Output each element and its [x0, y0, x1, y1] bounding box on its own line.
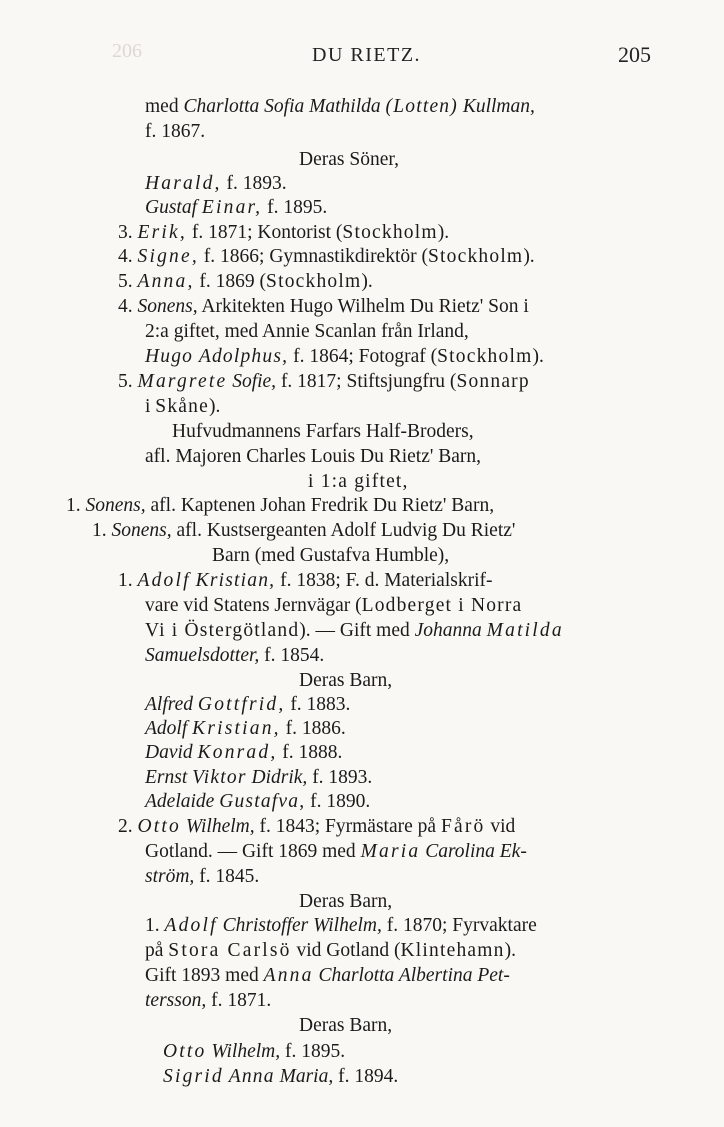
running-header-title: DU RIETZ. [312, 44, 422, 66]
text-line [299, 669, 392, 693]
text-segment: ström, [145, 866, 195, 887]
text-segment: ). — Gift med [299, 620, 415, 641]
text-line [308, 470, 409, 494]
text-line [299, 890, 392, 914]
text-segment: f. 1866; Gymnastikdirektör ( [198, 246, 428, 267]
text-line [145, 95, 535, 119]
text-line [118, 270, 373, 294]
text-segment: 1. [66, 495, 86, 516]
text-line [212, 544, 449, 568]
text-line [299, 148, 399, 172]
text-segment: Gift 1893 med [145, 965, 264, 986]
text-line [145, 717, 346, 741]
text-segment: ). [532, 346, 544, 367]
text-segment: f. 1886. [280, 718, 346, 739]
text-segment: afl. Kustsergeanten Adolf Ludvig Du Rietz' [171, 520, 516, 541]
text-segment: med [145, 96, 184, 117]
text-segment: Hugo Adolphus, [145, 346, 289, 367]
text-line [145, 939, 516, 963]
text-segment: ). [504, 940, 516, 961]
text-line [145, 594, 522, 618]
text-segment: på [145, 940, 169, 961]
text-segment: Gottfrid, [197, 694, 286, 715]
text-segment: 4. [118, 296, 138, 317]
text-segment: Skåne [155, 396, 209, 417]
text-line [118, 815, 515, 839]
text-segment: Sigrid [163, 1066, 224, 1087]
text-line [163, 1040, 345, 1064]
text-segment: f. 1867. [145, 121, 206, 142]
text-segment: Deras Söner, [299, 149, 399, 170]
text-segment: (Lotten) [385, 96, 458, 117]
text-segment: f. 1890. [305, 791, 371, 812]
text-line [118, 245, 535, 269]
text-segment: Konrad, [197, 742, 278, 763]
text-segment: afl. Kaptenen Johan Fredrik Du Rietz' Barn, [145, 495, 495, 516]
text-segment: f. 1869 ( [194, 271, 267, 292]
text-segment: Stora Carlsö [168, 940, 292, 961]
text-segment: ). [361, 271, 373, 292]
text-segment: Carolina Ek- [425, 841, 527, 862]
text-segment: Gustafva, [219, 791, 306, 812]
text-segment: 1. [118, 570, 138, 591]
text-segment: f. 1870; Fyrvaktare [381, 915, 537, 936]
text-segment: Vi i Östergötland [145, 620, 300, 641]
text-segment: f. 1871. [206, 990, 272, 1011]
text-segment: Matilda [486, 620, 564, 641]
text-segment: Anna [263, 965, 314, 986]
text-segment: Wilhelm, [185, 816, 255, 837]
text-segment: Samuelsdotter, [145, 645, 260, 666]
text-segment: Lodberget i Norra [361, 595, 523, 616]
text-segment: Kristian, [192, 718, 281, 739]
text-segment: ). [523, 246, 535, 267]
text-line [145, 395, 220, 419]
text-segment: Harald, [145, 173, 222, 194]
text-segment: Charlotta Sofia Mathilda [183, 96, 381, 117]
text-segment: 5. [118, 271, 138, 292]
text-segment: 1. [92, 520, 112, 541]
text-segment: Alfred [145, 694, 194, 715]
text-line [145, 840, 527, 864]
text-segment: Gotland. — Gift 1869 med [145, 841, 361, 862]
text-segment: 5. [118, 371, 138, 392]
text-segment: vid [485, 816, 516, 837]
text-segment: f. 1871; Kontorist ( [186, 222, 343, 243]
text-line [145, 790, 370, 814]
text-segment: Sonens, [85, 495, 146, 516]
text-line [145, 865, 259, 889]
text-segment: i 1:a giftet, [308, 471, 409, 492]
text-segment: Anna [228, 1066, 275, 1087]
text-segment: Anna, [137, 271, 195, 292]
text-line [163, 1065, 398, 1089]
text-segment: Deras Barn, [299, 891, 393, 912]
text-segment: Sonens, [137, 296, 198, 317]
text-segment: Charlotta Albertina Pet- [318, 965, 510, 986]
text-line [145, 445, 481, 469]
text-segment: Erik, [137, 222, 187, 243]
text-line [145, 196, 327, 220]
text-line [118, 221, 449, 245]
text-segment: Stockholm [266, 271, 362, 292]
text-line [145, 172, 287, 196]
text-line [145, 345, 544, 369]
text-segment: Stockholm [428, 246, 524, 267]
text-segment: Sonens, [111, 520, 172, 541]
text-segment: Kullman, [462, 96, 535, 117]
text-segment: Didrik, [251, 767, 308, 788]
text-segment: 3. [118, 222, 138, 243]
text-line [145, 693, 350, 717]
text-segment: f. 1883. [285, 694, 351, 715]
text-segment: f. 1843; Fyrmästare på [254, 816, 441, 837]
text-line [145, 741, 342, 765]
text-segment: vid Gotland ( [291, 940, 401, 961]
text-segment: f. 1888. [277, 742, 343, 763]
text-segment: f. 1893. [221, 173, 287, 194]
text-segment: Wilhelm, [211, 1041, 281, 1062]
text-line [145, 766, 372, 790]
text-segment: Sofie, [232, 371, 277, 392]
text-segment: Kristian, [195, 570, 276, 591]
text-segment: David [145, 742, 193, 763]
text-segment: Otto [137, 816, 181, 837]
text-segment: Sonnarp [456, 371, 530, 392]
text-segment: f. 1864; Fotograf ( [288, 346, 438, 367]
text-line [172, 420, 474, 444]
text-line [118, 295, 529, 319]
text-segment: Deras Barn, [299, 670, 393, 691]
text-segment: Adelaide [145, 791, 215, 812]
text-line [145, 914, 537, 938]
text-segment: f. 1895. [262, 197, 328, 218]
text-segment: 2. [118, 816, 138, 837]
text-segment: Arkitekten Hugo Wilhelm Du Rietz' Son i [197, 296, 529, 317]
text-segment: Maria [360, 841, 421, 862]
text-line [118, 370, 530, 394]
text-line [145, 644, 324, 668]
text-segment: tersson, [145, 990, 207, 1011]
text-segment: f. 1895. [280, 1041, 346, 1062]
text-segment: Signe, [137, 246, 199, 267]
text-segment: Ernst [145, 767, 188, 788]
text-segment: Fårö [440, 816, 486, 837]
text-segment: Johanna [414, 620, 482, 641]
text-segment: f. 1845. [194, 866, 260, 887]
text-line [145, 964, 510, 988]
text-segment: Margrete [137, 371, 228, 392]
text-segment: f. 1838; F. d. Materialskrif- [275, 570, 493, 591]
text-segment: 2:a giftet, med Annie Scanlan från Irland, [145, 321, 469, 342]
text-line [145, 320, 469, 344]
text-segment: f. 1817; Stiftsjungfru ( [276, 371, 457, 392]
text-segment: vare vid Statens Jernvägar ( [145, 595, 362, 616]
text-segment: Maria, [279, 1066, 334, 1087]
text-segment: Hufvudmannens Farfars Half-Broders, [172, 421, 474, 442]
text-line [145, 989, 271, 1013]
text-segment: Deras Barn, [299, 1015, 393, 1036]
text-segment: i [145, 396, 156, 417]
text-segment: Stockholm [437, 346, 533, 367]
text-segment: 4. [118, 246, 138, 267]
text-line [145, 619, 564, 643]
text-segment: Gustaf [145, 197, 202, 218]
text-segment: Adolf [137, 570, 191, 591]
text-line [299, 1014, 392, 1038]
text-line [118, 569, 492, 593]
text-segment: Adolf [145, 718, 188, 739]
text-segment: afl. Majoren Charles Louis Du Rietz' Barn, [145, 446, 482, 467]
text-segment: 1. [145, 915, 165, 936]
text-segment: Einar, [201, 197, 263, 218]
text-segment: Christoffer Wilhelm, [222, 915, 382, 936]
page-number: 205 [618, 42, 651, 67]
text-segment: Otto [163, 1041, 207, 1062]
text-segment: f. 1854. [259, 645, 325, 666]
text-segment: Barn (med Gustafva Humble), [212, 545, 450, 566]
text-segment: Stockholm [342, 222, 438, 243]
text-segment: Klintehamn [400, 940, 505, 961]
text-segment: Adolf [164, 915, 218, 936]
text-line [145, 120, 205, 144]
text-segment: f. 1893. [307, 767, 373, 788]
bleed-through-page-number: 206 [112, 40, 142, 62]
text-line [66, 494, 494, 518]
text-segment: ). [437, 222, 450, 243]
text-segment: ). [208, 396, 221, 417]
text-segment: f. 1894. [333, 1066, 399, 1087]
text-segment: Viktor [192, 767, 247, 788]
text-line [92, 519, 515, 543]
